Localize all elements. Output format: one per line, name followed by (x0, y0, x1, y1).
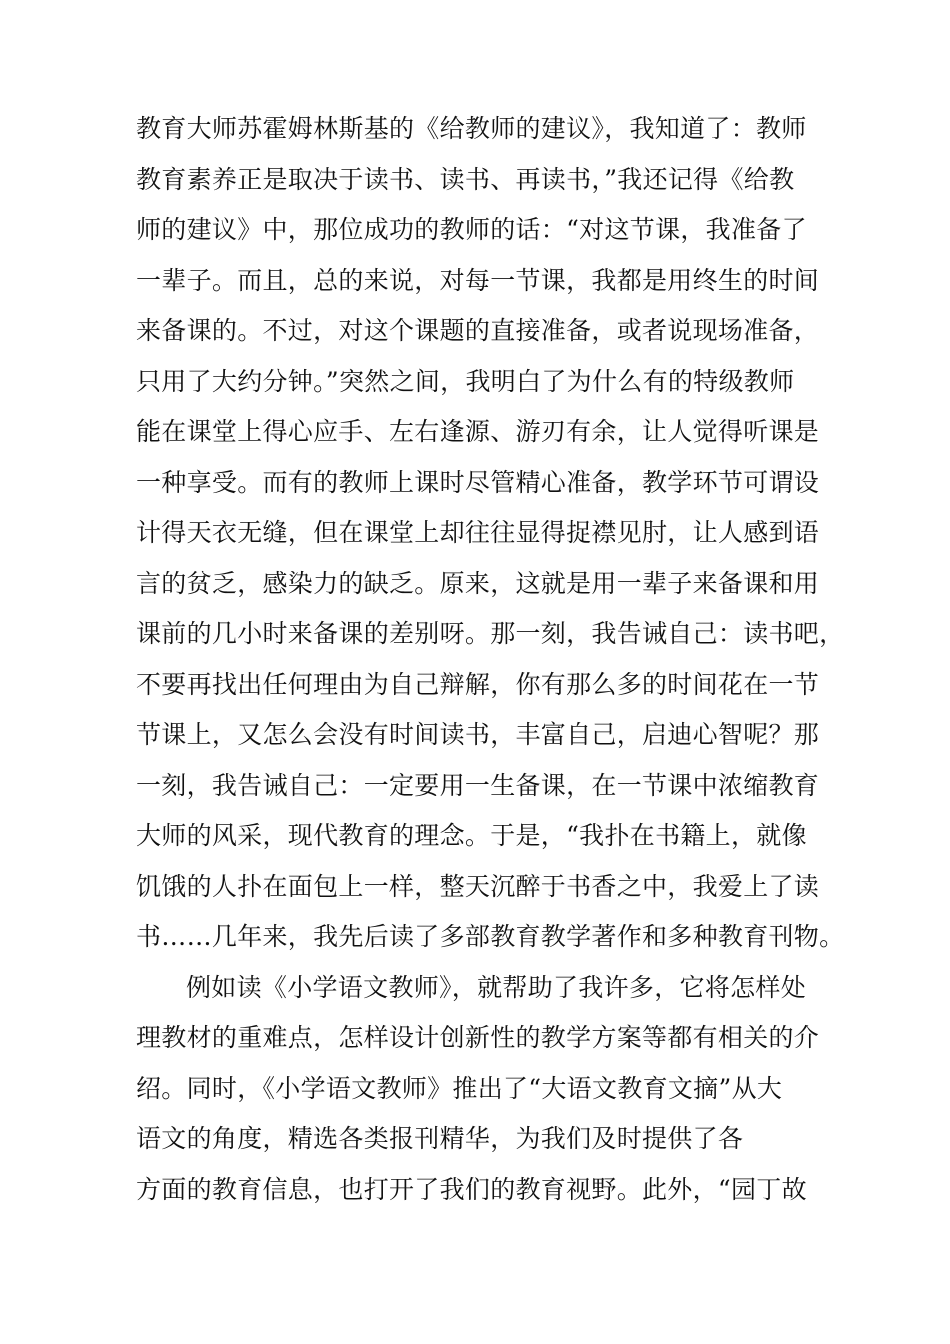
text-line-5: 来备课的。不过，对这个课题的直接准备，或者说现场准备， (136, 316, 820, 345)
text-line-19: 理教材的重难点，怎样设计创新性的教学方案等都有相关的介 (136, 1023, 820, 1052)
text-line-12: 不要再找出任何理由为自己辩解，你有那么多的时间花在一节 (136, 669, 820, 699)
text-line-22: 方面的教育信息，也打开了我们的教育视野。此外，“园丁故 (136, 1174, 807, 1204)
text-line-11: 课前的几小时来备课的差别呀。那一刻，我告诫自己：读书吧， (136, 619, 845, 648)
text-line-7: 能在课堂上得心应手、左右逢源、游刃有余，让人觉得听课是 (136, 417, 820, 446)
text-line-3: 师的建议》中，那位成功的教师的话：“对这节课，我准备了 (136, 215, 807, 244)
text-line-6: 只用了大约分钟。”突然之间，我明白了为什么有的特级教师 (136, 366, 795, 396)
text-line-4: 一辈子。而且，总的来说，对每一节课，我都是用终生的时间 (136, 265, 820, 295)
text-line-20: 绍。同时，《小学语文教师》推出了“大语文教育文摘”从大 (136, 1073, 783, 1103)
text-line-16: 饥饿的人扑在面包上一样，整天沉醉于书香之中，我爱上了读 (136, 871, 820, 901)
text-line-10: 言的贫乏，感染力的缺乏。原来，这就是用一辈子来备课和用 (136, 568, 820, 598)
text-line-14: 一刻，我告诫自己：一定要用一生备课，在一节课中浓缩教育 (136, 770, 820, 800)
text-line-2: 教育素养正是取决于读书、读书、再读书，”我还记得《给教 (136, 164, 795, 194)
text-line-15: 大师的风采，现代教育的理念。于是，“我扑在书籍上，就像 (136, 821, 807, 850)
text-line-13: 节课上，又怎么会没有时间读书，丰富自己，启迪心智呢？那 (136, 720, 820, 749)
text-line-8: 一种享受。而有的教师上课时尽管精心准备，教学环节可谓设 (136, 467, 820, 497)
text-line-17: 书……几年来，我先后读了多部教育教学著作和多种教育刊物。 (136, 922, 845, 951)
text-line-18-paragraph-start: 例如读《小学语文教师》，就帮助了我许多，它将怎样处 (186, 972, 807, 1002)
body-text (136, 104, 856, 1215)
text-line-9: 计得天衣无缝，但在课堂上却往往显得捉襟见肘，让人感到语 (136, 518, 820, 547)
text-line-1: 教育大师苏霍姆林斯基的《给教师的建议》，我知道了：教师 (136, 114, 807, 143)
text-line-21: 语文的角度，精选各类报刊精华，为我们及时提供了各 (136, 1124, 744, 1153)
